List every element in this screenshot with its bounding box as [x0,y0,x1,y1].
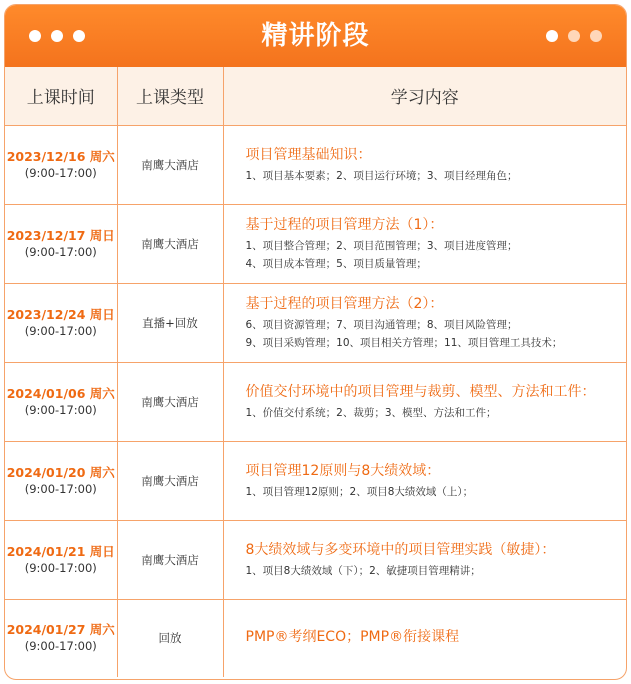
content-title: 项目管理12原则与8大绩效域： [245,462,441,479]
content-line: 1、项目管理12原则；2、项目8大绩效域（上）； [245,485,474,498]
content-line: 1、项目8大绩效域（下）；2、敏捷项目管理精讲； [245,564,481,577]
header-bar [5,5,626,67]
content-line: 4、项目成本管理；5、项目质量管理； [245,257,427,270]
session-content-cell [223,520,626,599]
session-type: 直播+回放 [117,283,223,362]
session-date: 2024/01/06 周六 [6,385,115,401]
session-type: 回放 [117,599,223,677]
content-line: 6、项目资源管理；7、项目沟通管理；8、项目风险管理； [245,318,518,331]
content-title: 项目管理基础知识： [245,146,372,163]
session-content-cell [223,125,626,204]
table-row [5,125,626,204]
session-hours: (9:00-17:00) [24,560,97,575]
session-date: 2023/12/17 周日 [6,227,115,243]
content-title: 基于过程的项目管理方法（2）： [245,295,444,312]
table-row [5,283,626,362]
table-row [5,599,626,677]
table-row [5,362,626,441]
page-title: 精讲阶段 [261,21,370,51]
table-body [5,125,626,677]
table-row [5,441,626,520]
column-header-content: 学习内容 [223,67,626,125]
session-hours: (9:00-17:00) [24,481,97,496]
session-date: 2023/12/24 周日 [6,306,115,322]
dot-icon [546,30,558,42]
table-header-row [5,67,626,125]
session-time-cell [5,520,117,599]
session-content-cell [223,204,626,283]
session-time-cell [5,362,117,441]
session-type: 南鹰大酒店 [117,125,223,204]
session-hours: (9:00-17:00) [24,402,97,417]
session-content-cell [223,441,626,520]
content-title: 基于过程的项目管理方法（1）： [245,216,444,233]
session-date: 2023/12/16 周六 [6,148,115,164]
session-date: 2024/01/21 周日 [6,543,115,559]
session-time-cell [5,125,117,204]
session-content-cell [223,599,626,677]
session-time-cell [5,599,117,677]
session-date: 2024/01/20 周六 [6,464,115,480]
session-type: 南鹰大酒店 [117,441,223,520]
schedule-table [5,67,626,677]
session-content-cell [223,362,626,441]
content-line: 1、项目基本要素；2、项目运行环境；3、项目经理角色； [245,169,518,182]
table-row [5,204,626,283]
content-title: 8大绩效域与多变环境中的项目管理实践（敏捷）： [245,541,556,558]
session-hours: (9:00-17:00) [24,639,97,654]
content-title: 价值交付环境中的项目管理与裁剪、模型、方法和工件： [245,383,596,400]
table-row [5,520,626,599]
column-header-type: 上课类型 [117,67,223,125]
schedule-card [4,4,627,680]
session-time-cell [5,441,117,520]
session-type: 南鹰大酒店 [117,204,223,283]
content-line: 1、价值交付系统；2、裁剪；3、模型、方法和工件； [245,406,497,419]
column-header-time: 上课时间 [5,67,117,125]
content-title: PMP®考纲ECO；PMP®衔接课程 [245,629,460,646]
session-hours: (9:00-17:00) [24,323,97,338]
session-content-cell [223,283,626,362]
dot-icon [568,30,580,42]
dot-icon [590,30,602,42]
session-hours: (9:00-17:00) [24,165,97,180]
session-type: 南鹰大酒店 [117,362,223,441]
session-hours: (9:00-17:00) [24,244,97,259]
decorative-dots-right [546,30,602,42]
session-date: 2024/01/27 周六 [6,622,115,638]
session-time-cell [5,204,117,283]
content-line: 9、项目采购管理；10、项目相关方管理；11、项目管理工具技术； [245,336,563,349]
session-time-cell [5,283,117,362]
content-line: 1、项目整合管理；2、项目范围管理；3、项目进度管理； [245,239,518,252]
session-type: 南鹰大酒店 [117,520,223,599]
